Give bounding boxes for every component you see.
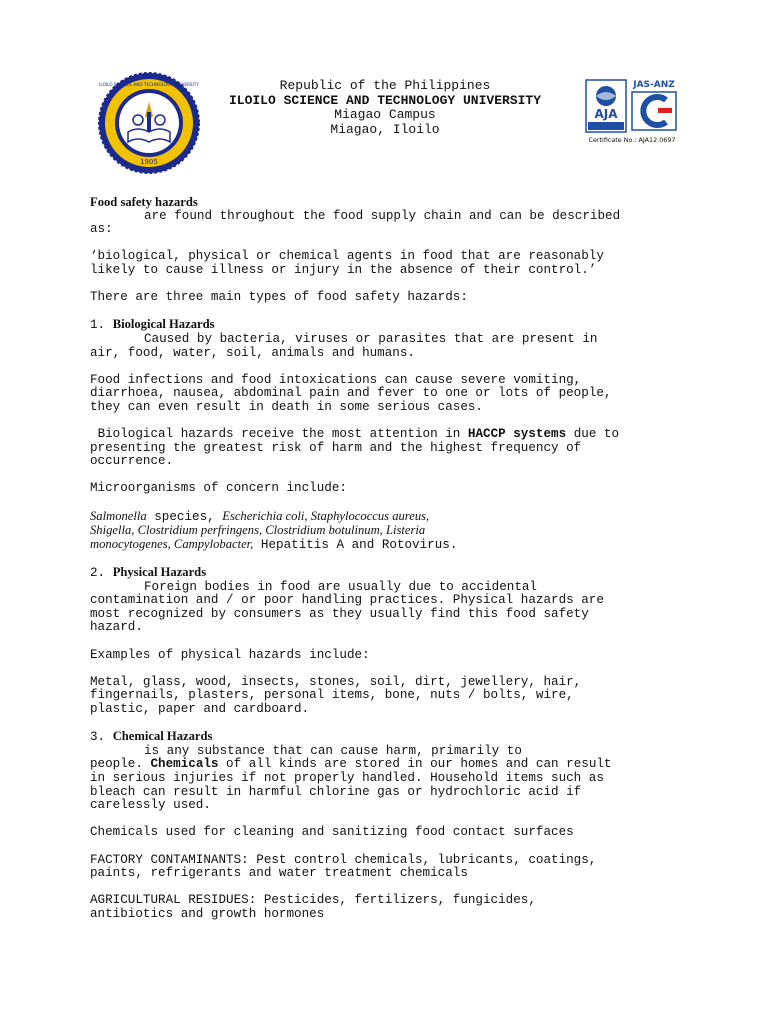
campus-line: Miagao Campus — [334, 107, 436, 122]
heading-food-safety: Food safety hazards — [90, 195, 198, 209]
bio-line-2: air, food, water, soil, animals and humans. — [90, 345, 415, 360]
chem-line-2: people. Chemicals of all kinds are stored in our homes and can result — [90, 757, 612, 772]
location-line: Miagao, Iloilo — [330, 121, 440, 137]
phys-line-2: contamination and / or poor handling practices. Physical hazards are — [90, 593, 604, 608]
micro-line-1: Salmonella species, Escherichia coli, Staphylococcus aureus, — [90, 508, 430, 524]
seal-year: 1905 — [140, 158, 158, 166]
seal-text: ILOILO SCIENCE AND TECHNOLOGY UNIVERSITY — [99, 82, 199, 87]
cert-mark: AJA — [594, 107, 618, 121]
para-found: are found throughout the food supply chain and can be described — [144, 208, 621, 223]
chem-line-5: carelessly used. — [90, 798, 211, 813]
chem-line-4: bleach can result in harmful chlorine gas or hydrochloric acid if — [90, 784, 582, 799]
bio-line-1: Caused by bacteria, viruses or parasites that are present in — [144, 331, 598, 346]
chem-line-1: is any substance that can cause harm, primarily to — [144, 743, 522, 758]
chem-line-3: in serious injuries if not properly handled. Household items such as — [90, 770, 604, 785]
haccp-line-2: presenting the greatest risk of harm and the highest frequency of — [90, 440, 582, 455]
haccp-line-3: occurrence. — [90, 454, 174, 469]
infection-line-1: Food infections and food intoxications can cause severe vomiting, — [90, 372, 582, 387]
heading-biological: 1. Biological Hazards — [90, 317, 215, 333]
cert-top-text: JAS-ANZ — [633, 80, 675, 90]
university-name: ILOILO SCIENCE AND TECHNOLOGY UNIVERSITY — [228, 92, 542, 108]
phys-line-4: hazard. — [90, 620, 143, 635]
phys-line-3: most recognized by consumers as they usually find this food safety — [90, 606, 589, 621]
quote-line-2: likely to cause illness or injury in the absence of their control.’ — [90, 262, 597, 277]
micro-line-2: Shigella, Clostridium perfringens, Clostridium botulinum, Listeria — [90, 523, 426, 538]
agri-line-2: antibiotics and growth hormones — [90, 906, 325, 921]
infection-line-2: diarrhoea, nausea, abdominal pain and fever to one or lots of people, — [90, 386, 612, 401]
quote-line-1: ‘biological, physical or chemical agents in food that are reasonably — [90, 249, 604, 264]
letterhead — [200, 79, 570, 137]
phys-examples-3: plastic, paper and cardboard. — [90, 701, 310, 716]
phys-examples-1: Metal, glass, wood, insects, stones, soil, dirt, jewellery, hair, — [90, 674, 582, 689]
heading-chemical: 3. Chemical Hazards — [90, 729, 213, 745]
three-types-intro: There are three main types of food safety hazards: — [90, 290, 468, 305]
certification-badge-logo — [584, 78, 680, 146]
document-body — [90, 196, 690, 921]
micro-line-3: monocytogenes, Campylobacter, Hepatitis A and Rotovirus. — [90, 536, 458, 552]
cleaning-chemicals: Chemicals used for cleaning and sanitizing food contact surfaces — [90, 825, 574, 840]
phys-examples-2: fingernails, plasters, personal items, bone, nuts / bolts, wire, — [90, 688, 574, 703]
infection-line-3: they can even result in death in some serious cases. — [90, 399, 483, 414]
micro-intro: Microorganisms of concern include: — [90, 481, 347, 496]
agri-line-1: AGRICULTURAL RESIDUES: Pesticides, fertilizers, fungicides, — [90, 893, 536, 908]
university-seal-logo — [98, 72, 200, 174]
haccp-line-1: Biological hazards receive the most attention in HACCP systems due to — [90, 427, 620, 442]
factory-line-2: paints, refrigerants and water treatment chemicals — [90, 866, 468, 881]
republic-line: Republic of the Philippines — [279, 78, 491, 93]
factory-line-1: FACTORY CONTAMINANTS: Pest control chemicals, lubricants, coatings, — [90, 852, 597, 867]
phys-line-1: Foreign bodies in food are usually due to accidental — [144, 579, 537, 594]
heading-physical: 2. Physical Hazards — [90, 565, 207, 581]
para-found-2: as: — [90, 222, 113, 237]
phys-examples-intro: Examples of physical hazards include: — [90, 647, 370, 662]
cert-number: Certificate No.: AJA12.0697 — [588, 136, 676, 144]
